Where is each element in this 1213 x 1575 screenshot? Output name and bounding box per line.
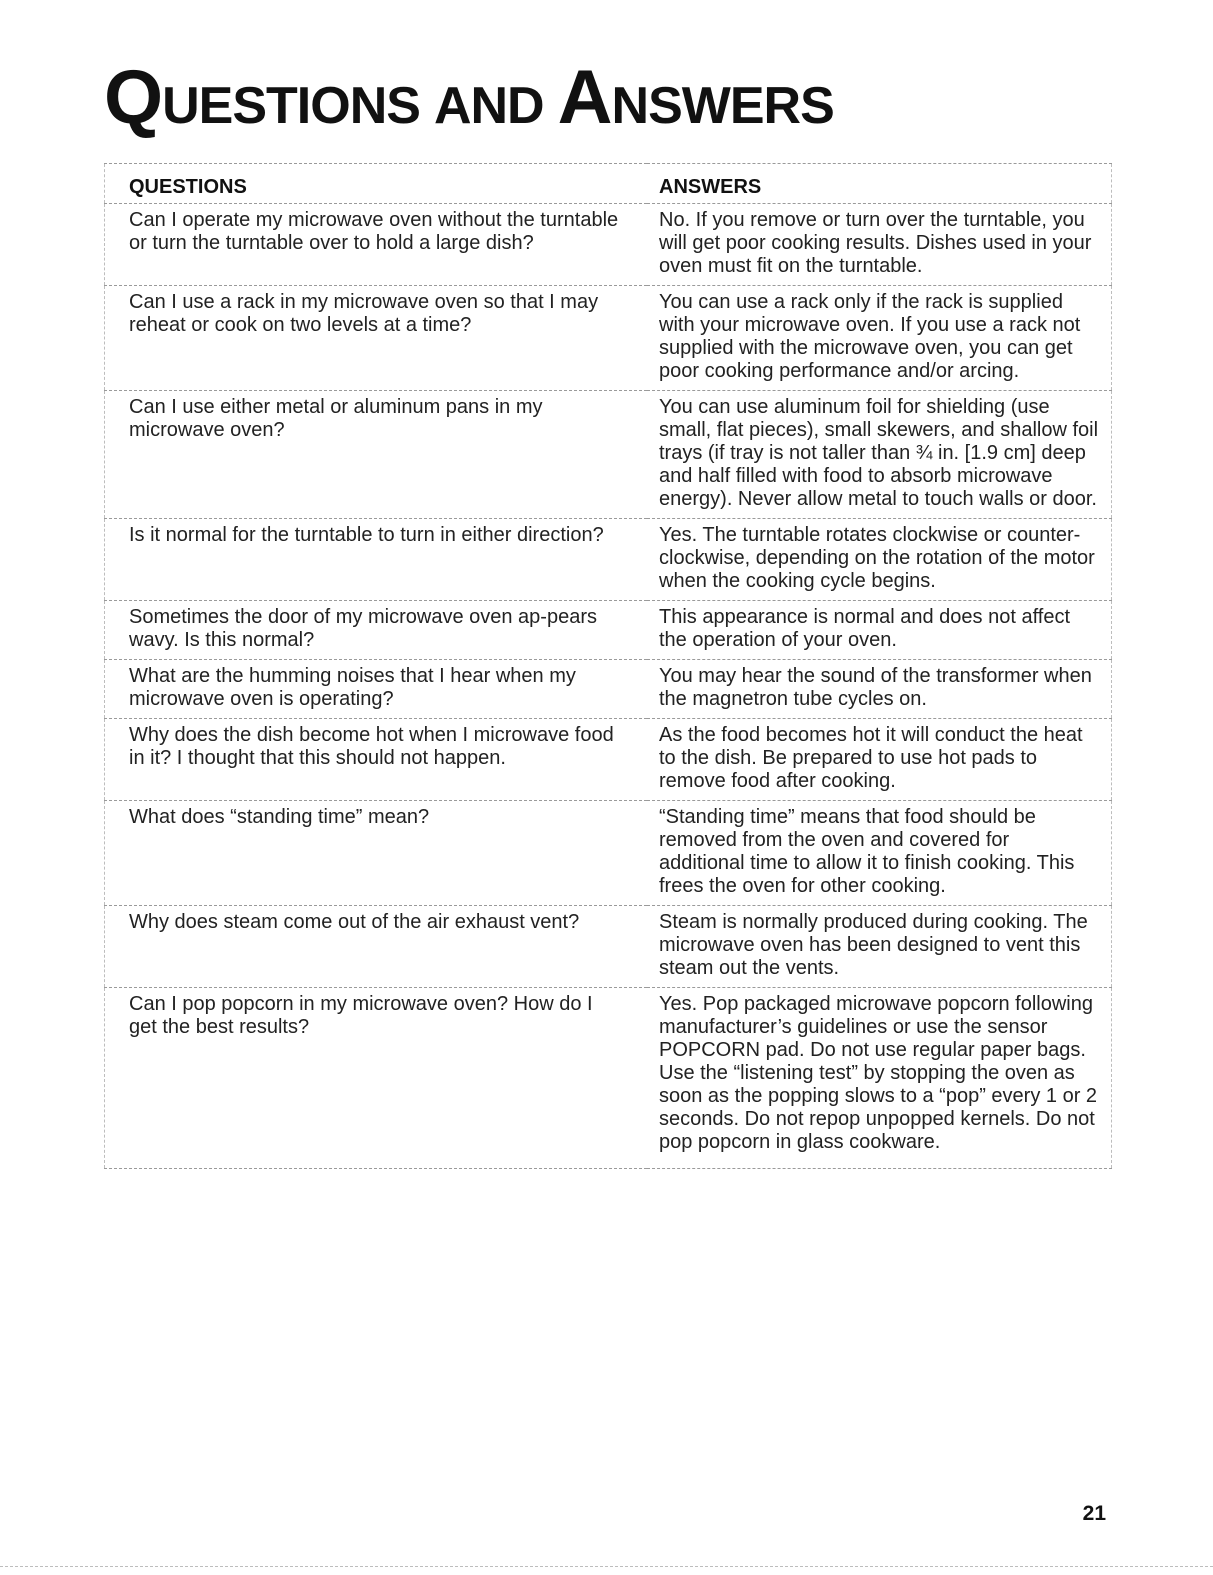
question-cell: What are the humming noises that I hear when my microwave oven is operating?	[105, 660, 648, 719]
bottom-divider	[0, 1566, 1213, 1567]
title-word-and: AND	[433, 77, 544, 135]
question-cell: Can I use either metal or aluminum pans in my microwave oven?	[105, 391, 648, 519]
table-row	[105, 601, 1112, 660]
question-cell: Can I use a rack in my microwave oven so that I may reheat or cook on two levels at a time?	[105, 286, 648, 391]
answer-cell: “Standing time” means that food should be removed from the oven and covered for additional time to allow it to finish cooking. This frees the oven for other cooking.	[647, 801, 1112, 906]
answer-cell: No. If you remove or turn over the turntable, you will get poor cooking results. Dishes used in your oven must fit on the turntable.	[647, 204, 1112, 286]
table-header-row	[105, 164, 1112, 204]
table-row	[105, 286, 1112, 391]
answer-cell: You can use aluminum foil for shielding (use small, flat pieces), small skewers, and shallow foil trays (if tray is not taller than ¾ in. [1.9 cm] deep and half filled with food to absorb microwave energy). Never allow metal to touch walls or door.	[647, 391, 1112, 519]
page-number: 21	[1082, 1502, 1106, 1525]
qa-table	[104, 163, 1112, 1169]
table-row	[105, 988, 1112, 1169]
answer-cell: This appearance is normal and does not affect the operation of your oven.	[647, 601, 1112, 660]
table-row	[105, 660, 1112, 719]
table-row	[105, 204, 1112, 286]
question-cell: Can I operate my microwave oven without the turntable or turn the turntable over to hold a large dish?	[105, 204, 648, 286]
question-cell: Can I pop popcorn in my microwave oven? How do I get the best results?	[105, 988, 648, 1169]
answer-cell: As the food becomes hot it will conduct the heat to the dish. Be prepared to use hot pads to remove food after cooking.	[647, 719, 1112, 801]
answer-cell: You may hear the sound of the transformer when the magnetron tube cycles on.	[647, 660, 1112, 719]
question-cell: Is it normal for the turntable to turn in either direction?	[105, 519, 648, 601]
question-cell: Sometimes the door of my microwave oven ap-pears wavy. Is this normal?	[105, 601, 648, 660]
answer-cell: Yes. The turntable rotates clockwise or counter-clockwise, depending on the rotation of the motor when the cooking cycle begins.	[647, 519, 1112, 601]
questions-column-header: QUESTIONS	[105, 164, 648, 204]
title-word-questions: QUESTIONS	[104, 55, 420, 140]
table-row	[105, 519, 1112, 601]
answer-cell: You can use a rack only if the rack is supplied with your microwave oven. If you use a rack not supplied with the microwave oven, you can get poor cooking performance and/or arcing.	[647, 286, 1112, 391]
page-title	[104, 55, 848, 140]
table-row	[105, 906, 1112, 988]
answer-cell: Yes. Pop packaged microwave popcorn following manufacturer’s guidelines or use the sensor POPCORN pad. Do not use regular paper bags. Use the “listening test” by stopping the oven as soon as the popping slows to a “pop” every 1 or 2 seconds. Do not repop unpopped kernels. Do not pop popcorn in glass cookware.	[647, 988, 1112, 1169]
title-word-answers: ANSWERS	[557, 55, 834, 140]
table-row	[105, 719, 1112, 801]
question-cell: What does “standing time” mean?	[105, 801, 648, 906]
question-cell: Why does steam come out of the air exhaust vent?	[105, 906, 648, 988]
question-cell: Why does the dish become hot when I microwave food in it? I thought that this should not happen.	[105, 719, 648, 801]
answers-column-header: ANSWERS	[647, 164, 1112, 204]
table-row	[105, 391, 1112, 519]
answer-cell: Steam is normally produced during cooking. The microwave oven has been designed to vent this steam out the vents.	[647, 906, 1112, 988]
table-row	[105, 801, 1112, 906]
